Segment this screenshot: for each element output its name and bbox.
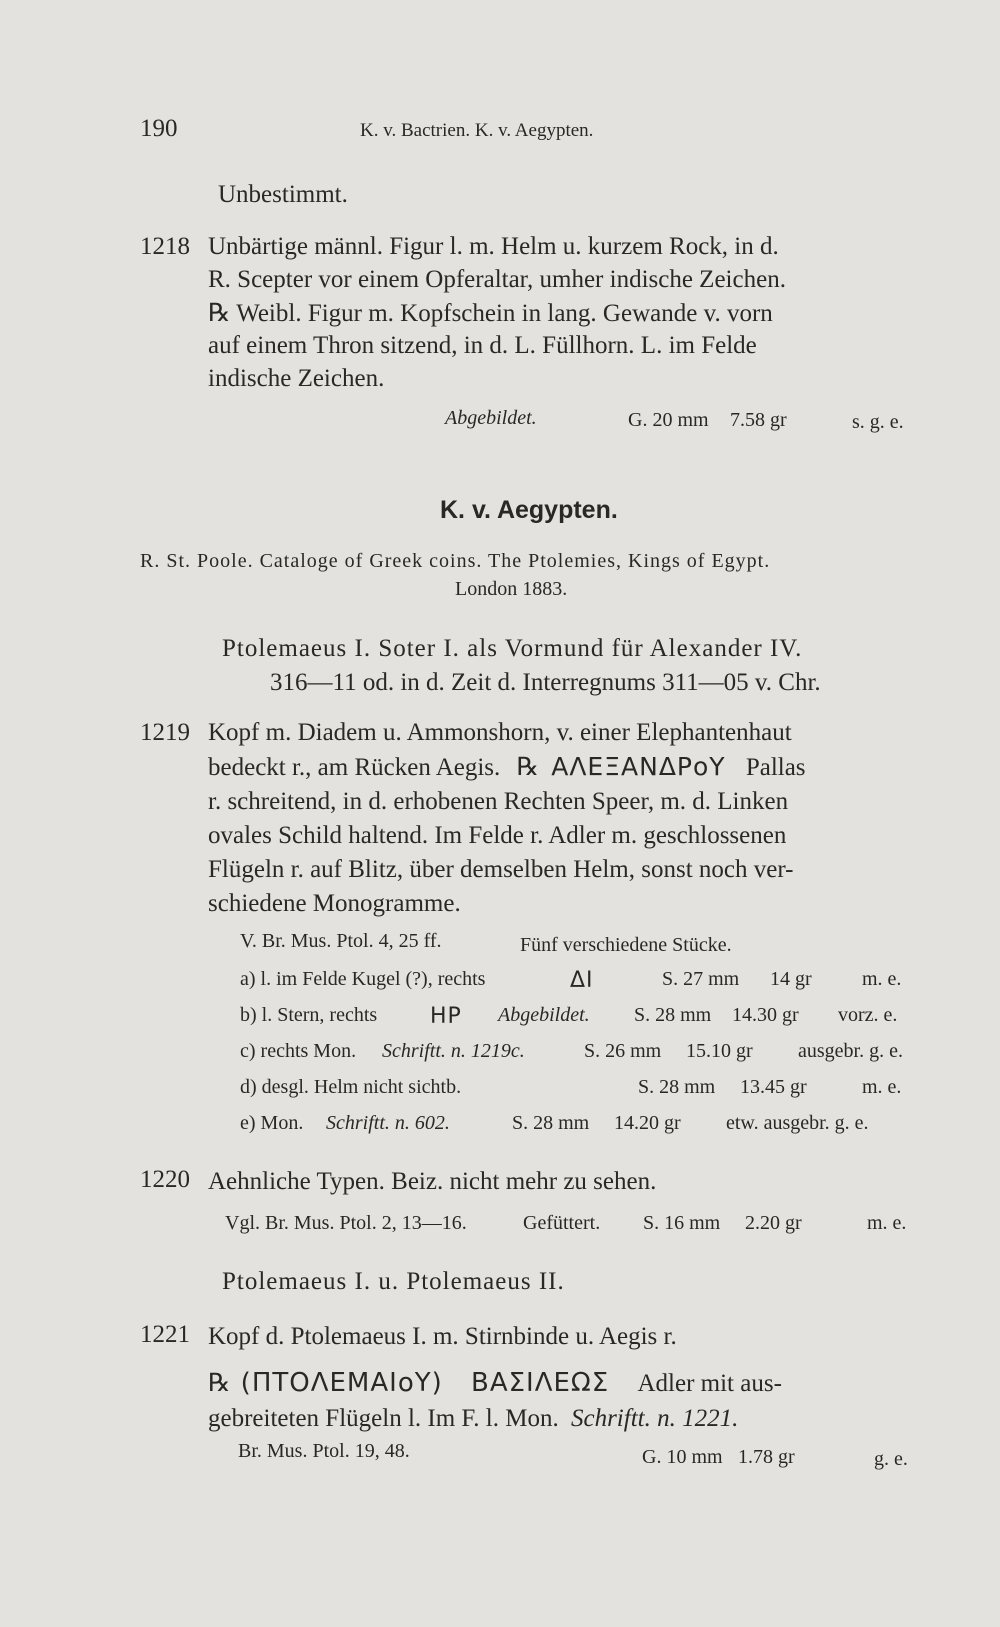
variant-note: Schriftt. n. 602. (326, 1112, 450, 1134)
variant-weight: 14.20 gr (614, 1112, 681, 1134)
greek-legend: ΑΛΕΞΑΝΔΡοΥ (551, 752, 726, 781)
entry-1219-line-2-pre: bedeckt r., am Rücken Aegis. (208, 754, 501, 781)
entry-1219-line-3: r. schreitend, in d. erhobenen Rechten Speer, m. d. Linken (208, 788, 789, 815)
page-number: 190 (140, 115, 178, 142)
variant-condition: ausgebr. g. e. (798, 1040, 903, 1062)
entry-1219-line-6: schiedene Monogramme. (208, 890, 461, 917)
variant-size: S. 27 mm (662, 968, 740, 990)
variant-label: c) rechts Mon. (240, 1040, 357, 1062)
variant-row-a (240, 968, 920, 996)
entry-1218-line-5: indische Zeichen. (208, 365, 385, 392)
monogram: ΗΡ (430, 1004, 462, 1029)
reverse-symbol: ℞ (208, 298, 231, 327)
entry-1221-line-2-post: Adler mit aus- (637, 1370, 782, 1397)
section-heading-unbestimmt: Unbestimmt. (218, 181, 348, 208)
reference-line-2: London 1883. (455, 578, 568, 600)
entry-1219-line-2-post: Pallas (745, 754, 806, 781)
reference-line-1: R. St. Poole. Cataloge of Greek coins. The Ptolemies, Kings of Egypt. (140, 550, 771, 572)
variant-size: S. 28 mm (634, 1004, 712, 1026)
entry-1218-line-4: auf einem Thron sitzend, in d. L. Füllhorn. L. im Felde (208, 332, 757, 359)
variant-condition: etw. ausgebr. g. e. (726, 1112, 869, 1134)
variant-weight: 15.10 gr (686, 1040, 753, 1062)
monogram: ΔΙ (570, 968, 594, 993)
entry-number-1218: 1218 (140, 233, 190, 260)
entry-1220-condition: m. e. (867, 1212, 907, 1234)
entry-1218-line-1: Unbärtige männl. Figur l. m. Helm u. kurzem Rock, in d. (208, 233, 779, 260)
entry-1218-metal-size: G. 20 mm (628, 409, 709, 431)
entry-1219-line-5: Flügeln r. auf Blitz, über demselben Helm, sonst noch ver- (208, 856, 794, 883)
entry-1221-weight: 1.78 gr (738, 1446, 795, 1468)
variant-condition: m. e. (862, 968, 902, 990)
variant-weight: 13.45 gr (740, 1076, 807, 1098)
variant-condition: vorz. e. (838, 1004, 898, 1026)
variant-size: S. 26 mm (584, 1040, 662, 1062)
entry-1220-note: Gefüttert. (523, 1212, 601, 1234)
section-heading-aegypten: K. v. Aegypten. (440, 496, 618, 524)
ptolemy12-heading: Ptolemaeus I. u. Ptolemaeus II. (222, 1268, 565, 1295)
entry-1219-ref: V. Br. Mus. Ptol. 4, 25 ff. (240, 930, 442, 952)
entry-1221-line-3-pre: gebreiteten Flügeln l. Im F. l. Mon. (208, 1405, 559, 1432)
variant-row-d (240, 1076, 920, 1104)
variant-note: Schriftt. n. 1219c. (382, 1040, 525, 1062)
entry-1220-ref: Vgl. Br. Mus. Ptol. 2, 13—16. (225, 1212, 467, 1234)
variant-weight: 14.30 gr (732, 1004, 799, 1026)
variant-weight: 14 gr (770, 968, 812, 990)
entry-1221-line-3-ref: Schriftt. n. 1221. (570, 1405, 739, 1432)
entry-1221-line-3 (208, 1402, 738, 1435)
variant-note: Abgebildet. (498, 1004, 590, 1026)
variant-row-e (240, 1112, 920, 1140)
ptolemy1-heading-line-1: Ptolemaeus I. Soter I. als Vormund für Alexander IV. (222, 635, 803, 662)
ptolemy1-heading-line-2: 316—11 od. in d. Zeit d. Interregnums 311—05 v. Chr. (270, 669, 821, 696)
entry-1221-ref: Br. Mus. Ptol. 19, 48. (238, 1440, 410, 1462)
variant-row-b (240, 1004, 920, 1032)
entry-1221-line-1: Kopf d. Ptolemaeus I. m. Stirnbinde u. Aegis r. (208, 1323, 677, 1350)
variant-size: S. 28 mm (512, 1112, 590, 1134)
entry-1220-size: S. 16 mm (643, 1212, 721, 1234)
entry-1219-ref-note: Fünf verschiedene Stücke. (520, 934, 732, 956)
reverse-symbol: ℞ (208, 1368, 231, 1397)
entry-1218-line-3-text: Weibl. Figur m. Kopfschein in lang. Gewande v. vorn (236, 300, 773, 327)
entry-number-1219: 1219 (140, 719, 190, 746)
greek-legend-2: ΒΑΣΙΛΕΩΣ (471, 1368, 610, 1398)
entry-number-1221: 1221 (140, 1321, 190, 1348)
entry-1220-text: Aehnliche Typen. Beiz. nicht mehr zu sehen. (208, 1168, 657, 1195)
entry-1219-line-4: ovales Schild haltend. Im Felde r. Adler m. geschlossenen (208, 822, 787, 849)
entry-1218-condition: s. g. e. (852, 411, 904, 433)
variant-label: d) desgl. Helm nicht sichtb. (240, 1076, 462, 1098)
entry-1218-line-3 (208, 296, 773, 330)
variant-size: S. 28 mm (638, 1076, 716, 1098)
entry-1220-meta (225, 1212, 925, 1240)
variant-condition: m. e. (862, 1076, 902, 1098)
entry-1219-line-1: Kopf m. Diadem u. Ammonshorn, v. einer Elephantenhaut (208, 719, 792, 746)
entry-1219-line-2 (208, 750, 806, 784)
entry-1218-abgebildet: Abgebildet. (445, 407, 537, 429)
running-title: K. v. Bactrien. K. v. Aegypten. (360, 120, 594, 141)
greek-legend-1: (ΠΤΟΛΕΜΑΙοΥ) (240, 1368, 443, 1398)
entry-1221-meta (238, 1440, 928, 1468)
reverse-symbol: ℞ (516, 752, 539, 781)
variant-row-c (240, 1040, 920, 1068)
entry-1220-weight: 2.20 gr (745, 1212, 802, 1234)
entry-1221-size: G. 10 mm (642, 1446, 723, 1468)
entry-1221-line-2 (208, 1366, 782, 1400)
entry-1218-line-2: R. Scepter vor einem Opferaltar, umher indische Zeichen. (208, 266, 786, 293)
entry-1221-condition: g. e. (874, 1448, 908, 1470)
variant-label: b) l. Stern, rechts (240, 1004, 378, 1026)
variant-label: a) l. im Felde Kugel (?), rechts (240, 968, 486, 990)
variant-label: e) Mon. (240, 1112, 304, 1134)
entry-1218-weight: 7.58 gr (730, 409, 787, 431)
entry-number-1220: 1220 (140, 1166, 190, 1193)
